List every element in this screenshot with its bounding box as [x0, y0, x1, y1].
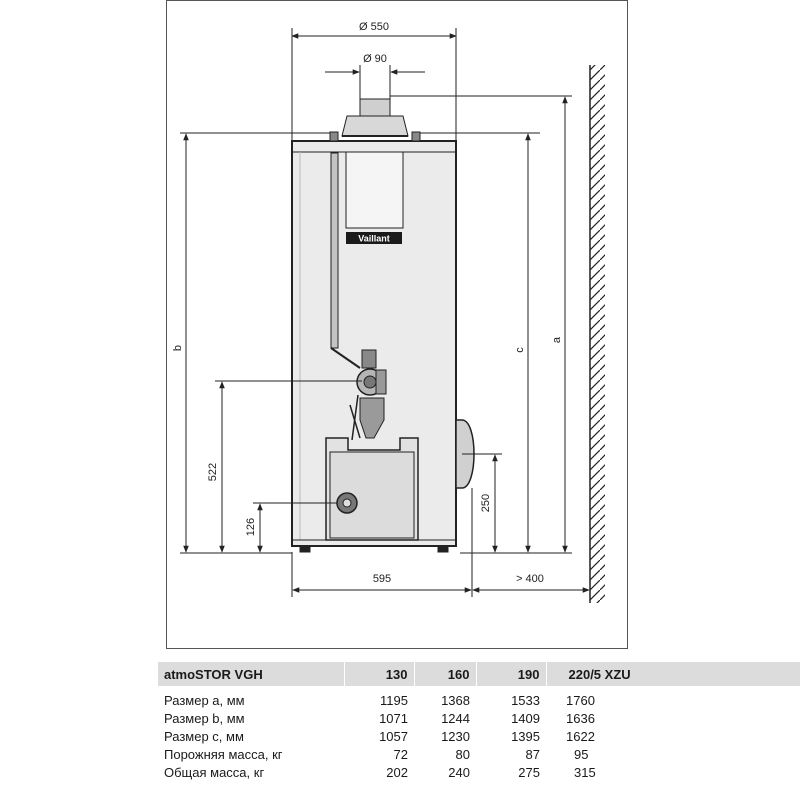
- table-header-row: [158, 662, 800, 686]
- model-name: atmoSTOR VGH: [158, 662, 344, 686]
- cell-value: 1195: [380, 693, 408, 708]
- cell-value: 1230: [441, 729, 470, 744]
- column-header: 160: [414, 662, 476, 686]
- wall: [590, 65, 605, 603]
- row-label: Размер b, мм: [164, 711, 245, 726]
- label-min-clearance: > 400: [516, 573, 544, 585]
- cell-value: 1409: [511, 711, 540, 726]
- table-row: [158, 746, 800, 764]
- column-header: 190: [476, 662, 546, 686]
- label-b: b: [172, 344, 184, 352]
- label-126: 126: [245, 517, 257, 537]
- cell-value: 275: [518, 765, 540, 780]
- cell-value: 1636: [566, 711, 595, 726]
- cell-value: 1071: [379, 711, 408, 726]
- label-diameter-flue: Ø 90: [363, 53, 387, 65]
- cell-value: 202: [386, 765, 408, 780]
- cell-value: 1395: [511, 729, 540, 744]
- brand-logo: [346, 232, 402, 244]
- cell-value: 1368: [441, 693, 470, 708]
- label-250: 250: [480, 493, 492, 513]
- table-row: [158, 710, 800, 728]
- cell-value: 1533: [511, 693, 540, 708]
- cell-value: 240: [448, 765, 470, 780]
- flue-hood: [342, 99, 408, 136]
- dimension-diameter-flue: [325, 65, 425, 99]
- label-522: 522: [207, 462, 219, 482]
- cell-value: 87: [525, 747, 540, 762]
- label-a: a: [551, 336, 563, 344]
- cell-value: 315: [574, 765, 596, 780]
- row-label: Размер a, мм: [164, 693, 245, 708]
- brand-logo-text: Vaillant: [358, 233, 390, 244]
- burner-housing: [326, 438, 418, 540]
- cell-value: 1057: [379, 729, 408, 744]
- cell-value: 1244: [441, 711, 470, 726]
- label-595: 595: [372, 573, 392, 585]
- column-header: 220/5 XZU: [546, 662, 800, 686]
- column-header: 130: [344, 662, 414, 686]
- cell-value: 72: [393, 747, 408, 762]
- cell-value: 80: [455, 747, 470, 762]
- cell-value: 95: [574, 747, 589, 762]
- label-c: c: [514, 347, 526, 353]
- row-label: Порожняя масса, кг: [164, 747, 283, 762]
- info-panel: [346, 152, 403, 228]
- row-label: Размер c, мм: [164, 729, 244, 744]
- row-label: Общая масса, кг: [164, 765, 265, 780]
- drain-valve: [337, 493, 357, 513]
- specification-table: [158, 662, 800, 800]
- cell-value: 1622: [566, 729, 595, 744]
- table-row: [158, 686, 800, 710]
- table-row: [158, 728, 800, 746]
- table-row: [158, 764, 800, 782]
- label-diameter-top: Ø 550: [359, 21, 389, 33]
- cell-value: 1760: [566, 693, 595, 708]
